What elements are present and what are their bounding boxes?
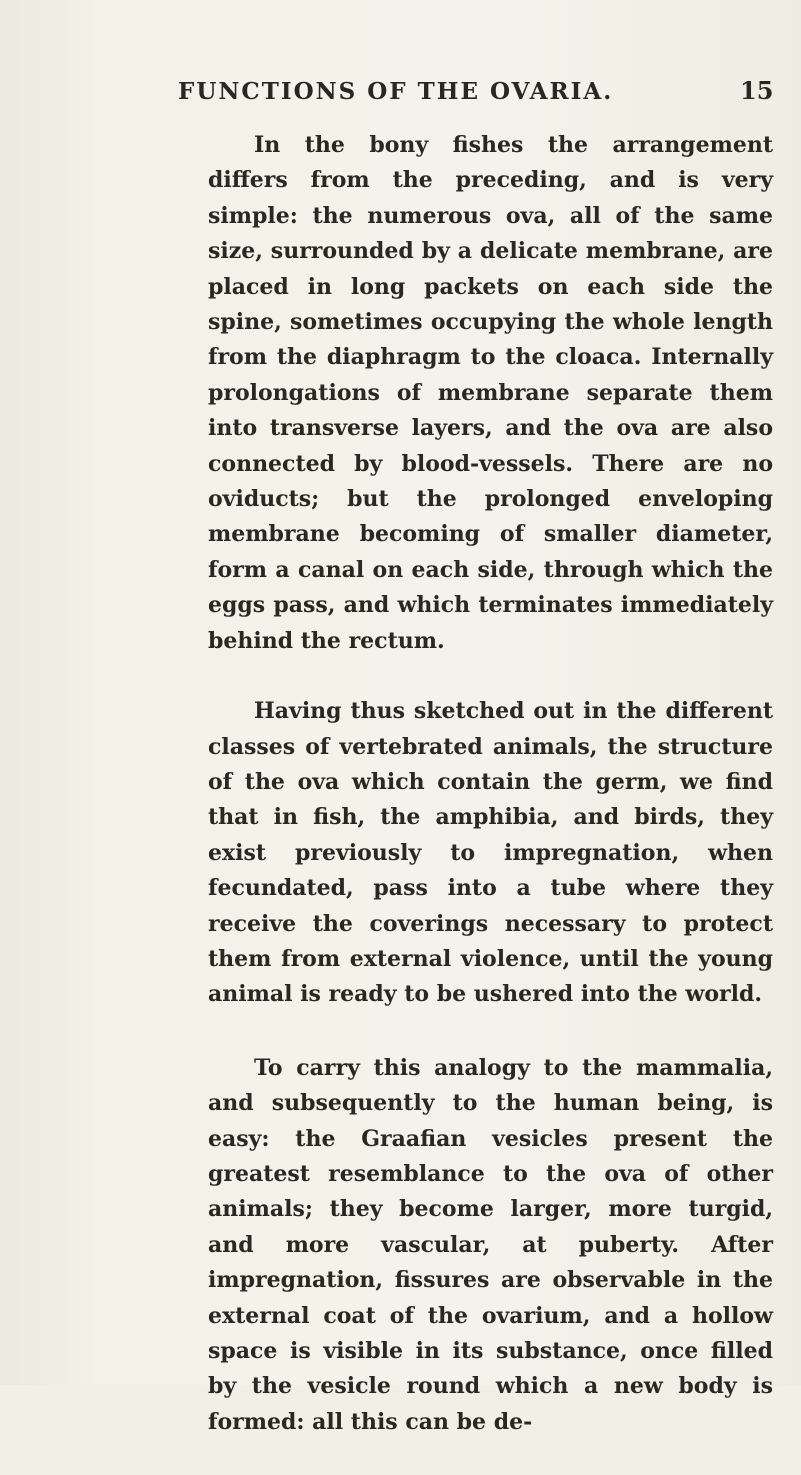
- paragraph-bony-fishes: In the bony fishes the arrangement differs from the preceding, and is very simple: the numerous ova, all of the same size, surrounded by a delicate membrane, are placed in long packets on each side the spine, sometimes occupying the whole length from the diaphragm to the cloaca. Internally prolongations of membrane separate them into transverse layers, and the ova are also connected by blood-vessels. There are no oviducts; but the prolonged enveloping membrane becoming of smaller diameter, form a canal on each side, through which the eggs pass, and which terminates immediately behind the rectum.: [208, 132, 773, 654]
- paragraph-vertebrated-animals: Having thus sketched out in the different classes of vertebrated animals, the structure of the ova which contain the germ, we find that in fish, the amphibia, and birds, they exist previously to impregnation, when fecundated, pass into a tube where they receive the coverings necessary to protect them from external violence, until the young animal is ready to be ushered into the world.: [208, 698, 773, 1008]
- paragraph-mammalia: To carry this analogy to the mammalia, and subsequently to the human being, is easy: the Graafian vesicles present the greatest resemblance to the ova of other animals; they become larger, more turgid, and more vascular, at puberty. After impregnation, fissures are observable in the external coat of the ovarium, and a hollow space is visible in its substance, once filled by the vesicle round which a new body is formed: all this can be de-: [208, 1054, 773, 1435]
- page-number: 15: [740, 76, 774, 105]
- running-head: [0, 78, 801, 118]
- body-text: [208, 128, 773, 1475]
- running-title: FUNCTIONS OF THE OVARIA.: [178, 78, 614, 105]
